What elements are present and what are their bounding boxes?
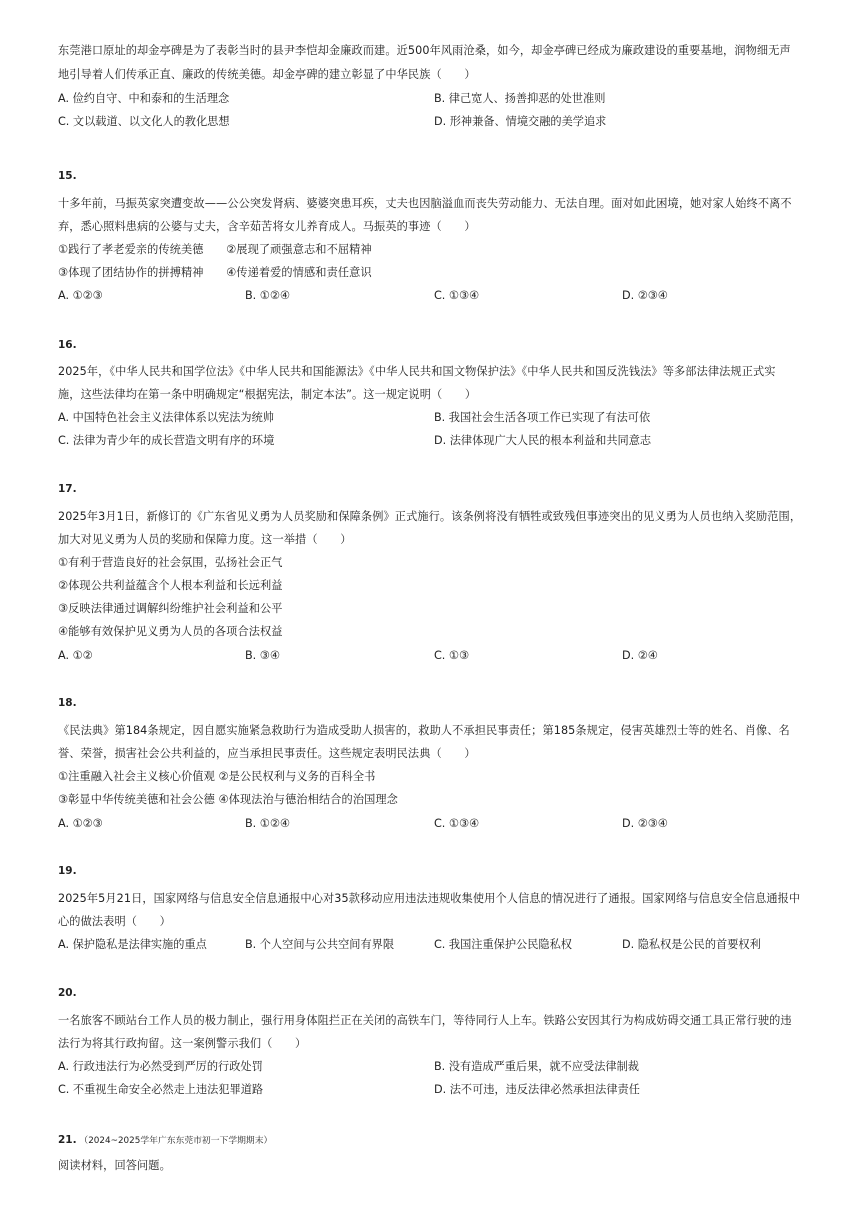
q17-item-1: ①有利于营造良好的社会氛围，弘扬社会正气 [58, 556, 283, 569]
q20-number: 20. [58, 987, 77, 999]
q18-item-line-1: ①注重融入社会主义核心价值观 ②是公民权利与义务的百科全书 [58, 770, 376, 783]
q14-option-a[interactable]: A. 俭约自守、中和泰和的生活理念 [58, 92, 230, 105]
q16-option-d[interactable]: D. 法律体现广大人民的根本利益和共同意志 [434, 434, 652, 447]
q14-stem-line-2: 地引导着人们传承正直、廉政的传统美德。却金亭碑的建立彰显了中华民族（ ） [58, 68, 476, 81]
q15-item-line-1: ①践行了孝老爱亲的传统美德 ②展现了顽强意志和不屈精神 [58, 243, 372, 256]
q21-stem-line-1: 阅读材料，回答问题。 [58, 1159, 171, 1172]
q20-option-a[interactable]: A. 行政违法行为必然受到严厉的行政处罚 [58, 1060, 263, 1073]
q18-option-d[interactable]: D. ②③④ [622, 817, 668, 830]
q15-stem-line-2: 弃，悉心照料患病的公婆与丈夫，含辛茹苦将女儿养育成人。马振英的事迹（ ） [58, 220, 476, 233]
q19-option-b[interactable]: B. 个人空间与公共空间有界限 [245, 938, 395, 951]
q20-stem-line-2: 法行为将其行政拘留。这一案例警示我们（ ） [58, 1037, 307, 1050]
q20-option-b[interactable]: B. 没有造成严重后果，就不应受法律制裁 [434, 1060, 639, 1073]
q19-option-c[interactable]: C. 我国注重保护公民隐私权 [434, 938, 572, 951]
q15-number: 15. [58, 170, 77, 182]
q17-stem-line-1: 2025年3月1日，新修订的《广东省见义勇为人员奖励和保障条例》正式施行。该条例将没有牺牲或致残但事迹突出的见义勇为人员也纳入奖励范围， [58, 510, 802, 523]
q15-option-d[interactable]: D. ②③④ [622, 289, 668, 302]
q15-stem-line-1: 十多年前，马振英家突遭变故——公公突发肾病、婆婆突患耳疾，丈夫也因脑溢血而丧失劳动能力、无法自理。面对如此困境，她对家人始终不离不 [58, 197, 792, 210]
q16-stem-line-2: 施，这些法律均在第一条中明确规定“根据宪法，制定本法”。这一规定说明（ ） [58, 388, 477, 401]
q16-stem-line-1: 2025年，《中华人民共和国学位法》《中华人民共和国能源法》《中华人民共和国文物保护法》《中华人民共和国反洗钱法》等多部法律法规正式实 [58, 365, 776, 378]
q14-stem-line-1: 东莞港口原址的却金亭碑是为了表彰当时的县尹李恺却金廉政而建。近500年风雨沧桑，如今，却金亭碑已经成为廉政建设的重要基地，润物细无声 [58, 44, 791, 57]
q21-header [58, 1133, 272, 1146]
q16-option-c[interactable]: C. 法律为青少年的成长营造文明有序的环境 [58, 434, 275, 447]
q21-number: 21. [58, 1134, 77, 1146]
q17-option-d[interactable]: D. ②④ [622, 649, 658, 662]
q16-option-b[interactable]: B. 我国社会生活各项工作已实现了有法可依 [434, 411, 651, 424]
q17-stem-line-2: 加大对见义勇为人员的奖励和保障力度。这一举措（ ） [58, 533, 352, 546]
q18-option-c[interactable]: C. ①③④ [434, 817, 480, 830]
q19-stem-line-2: 心的做法表明（ ） [58, 915, 171, 928]
q15-option-a[interactable]: A. ①②③ [58, 289, 103, 302]
q14-option-d[interactable]: D. 形神兼备、情境交融的美学追求 [434, 115, 607, 128]
q19-stem-line-1: 2025年5月21日，国家网络与信息安全信息通报中心对35款移动应用违法违规收集使用个人信息的情况进行了通报。国家网络与信息安全信息通报中 [58, 892, 801, 905]
q16-number: 16. [58, 339, 77, 351]
q17-option-a[interactable]: A. ①② [58, 649, 93, 662]
q21-source: （2024~2025学年广东东莞市初一下学期期末） [79, 1136, 273, 1146]
q19-option-d[interactable]: D. 隐私权是公民的首要权利 [622, 938, 761, 951]
q17-option-b[interactable]: B. ③④ [245, 649, 280, 662]
q19-number: 19. [58, 865, 77, 877]
q20-option-c[interactable]: C. 不重视生命安全必然走上违法犯罪道路 [58, 1083, 264, 1096]
q14-option-b[interactable]: B. 律己宽人、扬善抑恶的处世准则 [434, 92, 606, 105]
q14-option-c[interactable]: C. 文以载道、以文化人的教化思想 [58, 115, 230, 128]
q17-option-c[interactable]: C. ①③ [434, 649, 469, 662]
q18-stem-line-1: 《民法典》第184条规定，因自愿实施紧急救助行为造成受助人损害的，救助人不承担民事责任；第185条规定，侵害英雄烈士等的姓名、肖像、名 [58, 724, 790, 737]
q20-stem-line-1: 一名旅客不顾站台工作人员的极力制止，强行用身体阻拦正在关闭的高铁车门，等待同行人上车。铁路公安因其行为构成妨碍交通工具正常行驶的违 [58, 1014, 792, 1027]
q18-item-line-2: ③彰显中华传统美德和社会公德 ④体现法治与德治相结合的治国理念 [58, 793, 398, 806]
q17-number: 17. [58, 483, 77, 495]
q16-option-a[interactable]: A. 中国特色社会主义法律体系以宪法为统帅 [58, 411, 274, 424]
q17-item-4: ④能够有效保护见义勇为人员的各项合法权益 [58, 625, 283, 638]
q18-option-a[interactable]: A. ①②③ [58, 817, 103, 830]
q18-option-b[interactable]: B. ①②④ [245, 817, 290, 830]
q20-option-d[interactable]: D. 法不可违，违反法律必然承担法律责任 [434, 1083, 640, 1096]
q17-item-3: ③反映法律通过调解纠纷维护社会利益和公平 [58, 602, 283, 615]
q19-option-a[interactable]: A. 保护隐私是法律实施的重点 [58, 938, 207, 951]
q18-number: 18. [58, 697, 77, 709]
q18-stem-line-2: 誉、荣誉，损害社会公共利益的，应当承担民事责任。这些规定表明民法典（ ） [58, 747, 476, 760]
q15-option-b[interactable]: B. ①②④ [245, 289, 290, 302]
q17-item-2: ②体现公共利益蕴含个人根本利益和长远利益 [58, 579, 283, 592]
q15-item-line-2: ③体现了团结协作的拼搏精神 ④传递着爱的情感和责任意识 [58, 266, 372, 279]
q15-option-c[interactable]: C. ①③④ [434, 289, 480, 302]
